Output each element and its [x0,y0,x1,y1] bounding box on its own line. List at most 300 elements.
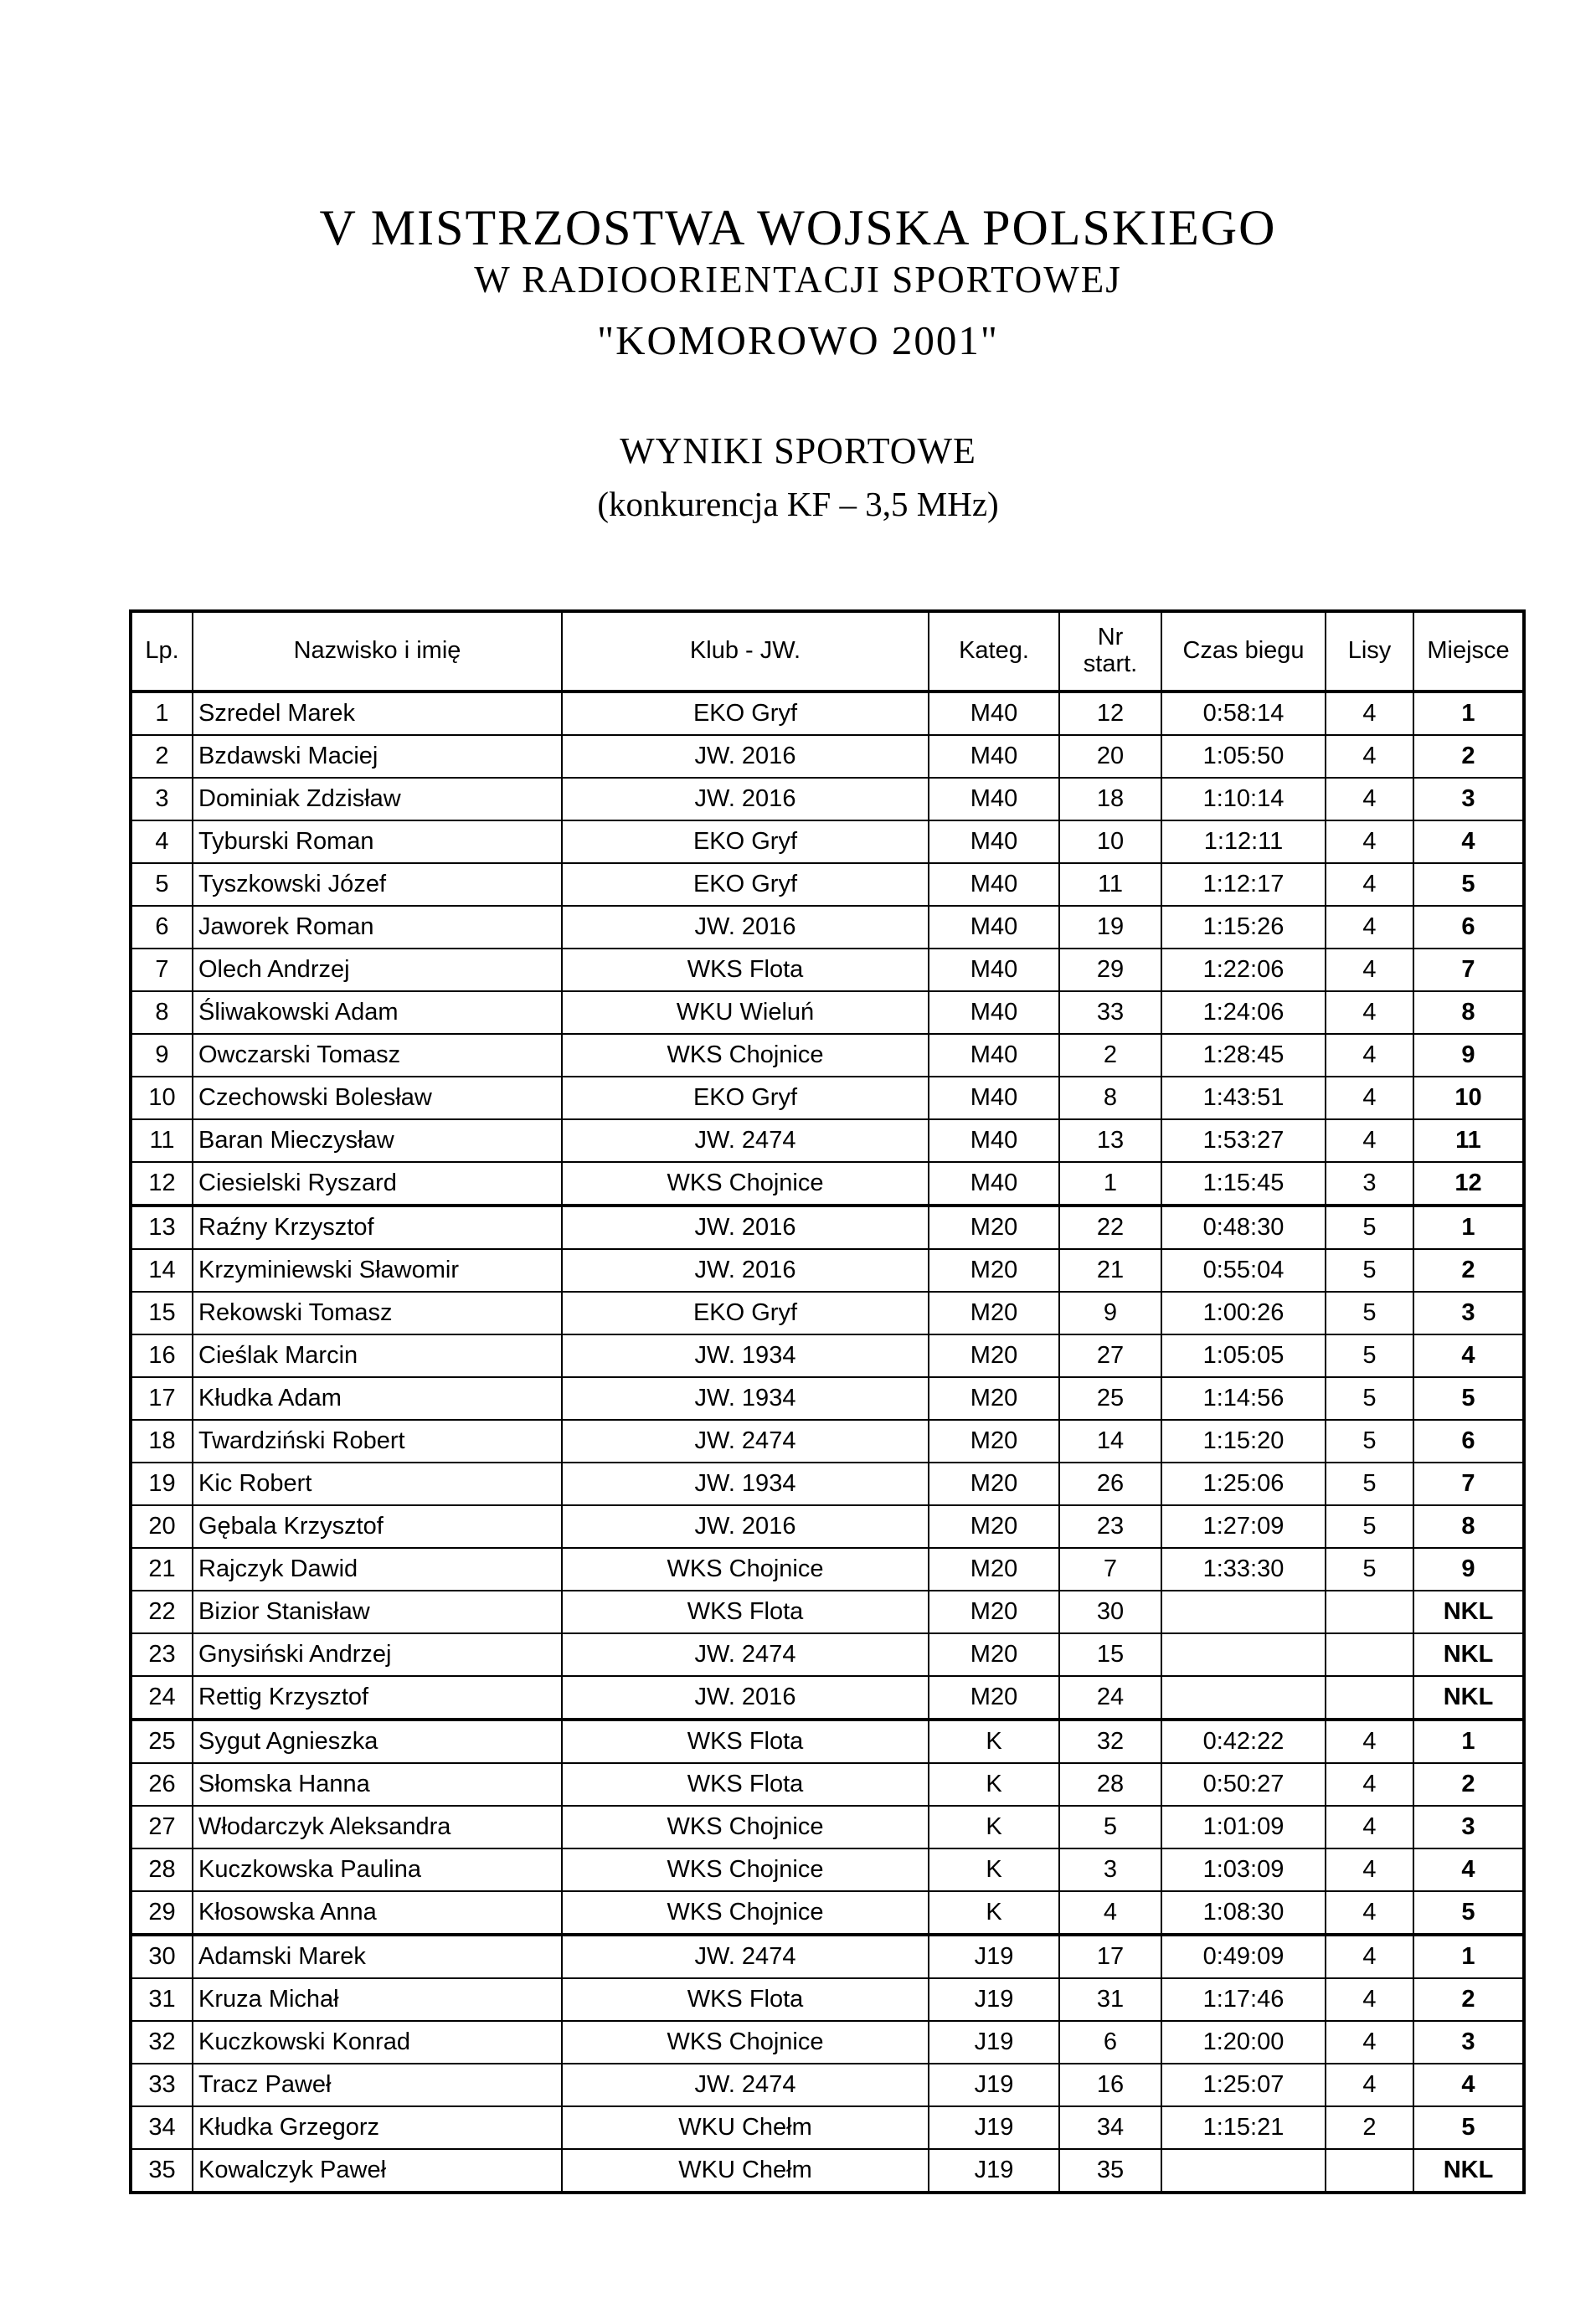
cell-lp: 19 [131,1463,193,1505]
cell-name: Kuczkowska Paulina [193,1848,562,1891]
cell-category: M20 [929,1420,1059,1463]
cell-lp: 9 [131,1034,193,1077]
cell-time: 1:24:06 [1161,991,1326,1034]
cell-category: M40 [929,991,1059,1034]
table-row [131,1978,1524,2021]
table-row [131,2064,1524,2106]
cell-place: 2 [1413,735,1524,778]
cell-place: 3 [1413,2021,1524,2064]
cell-category: M40 [929,820,1059,863]
cell-start-number: 1 [1059,1162,1161,1206]
cell-foxes: 4 [1326,991,1413,1034]
cell-start-number: 11 [1059,863,1161,906]
col-header-category: Kateg. [929,611,1059,692]
cell-name: Tracz Paweł [193,2064,562,2106]
cell-name: Jaworek Roman [193,906,562,949]
cell-club: EKO Gryf [562,1292,929,1334]
cell-name: Bizior Stanisław [193,1591,562,1633]
cell-category: J19 [929,2106,1059,2149]
cell-foxes: 2 [1326,2106,1413,2149]
cell-foxes: 5 [1326,1206,1413,1249]
table-row [131,1591,1524,1633]
cell-lp: 17 [131,1377,193,1420]
cell-foxes: 4 [1326,692,1413,735]
cell-foxes [1326,1633,1413,1676]
cell-lp: 22 [131,1591,193,1633]
cell-place: 5 [1413,1377,1524,1420]
cell-place: 3 [1413,778,1524,820]
cell-foxes [1326,1676,1413,1720]
cell-club: WKU Chełm [562,2106,929,2149]
cell-name: Kłudka Adam [193,1377,562,1420]
cell-lp: 30 [131,1935,193,1978]
table-row [131,1162,1524,1206]
cell-name: Ciesielski Ryszard [193,1162,562,1206]
cell-start-number: 24 [1059,1676,1161,1720]
table-row [131,949,1524,991]
cell-category: M40 [929,906,1059,949]
cell-name: Kuczkowski Konrad [193,2021,562,2064]
table-row [131,1420,1524,1463]
cell-time: 0:49:09 [1161,1935,1326,1978]
cell-club: WKS Chojnice [562,1891,929,1935]
cell-foxes: 5 [1326,1420,1413,1463]
cell-foxes: 4 [1326,820,1413,863]
title-line-3: "KOMOROWO 2001" [597,317,999,363]
cell-lp: 1 [131,692,193,735]
cell-club: EKO Gryf [562,820,929,863]
cell-category: M20 [929,1463,1059,1505]
cell-time: 1:05:50 [1161,735,1326,778]
cell-time: 1:01:09 [1161,1806,1326,1848]
cell-category: J19 [929,2021,1059,2064]
cell-lp: 15 [131,1292,193,1334]
cell-start-number: 18 [1059,778,1161,820]
cell-time: 1:22:06 [1161,949,1326,991]
cell-foxes: 5 [1326,1548,1413,1591]
cell-place: 8 [1413,991,1524,1034]
cell-club: JW. 2474 [562,1420,929,1463]
table-row [131,735,1524,778]
cell-lp: 18 [131,1420,193,1463]
cell-lp: 14 [131,1249,193,1292]
table-row [131,991,1524,1034]
cell-time [1161,1591,1326,1633]
cell-lp: 13 [131,1206,193,1249]
title-line-2: W RADIOORIENTACJI SPORTOWEJ [474,259,1122,301]
cell-lp: 21 [131,1548,193,1591]
cell-category: K [929,1848,1059,1891]
cell-name: Raźny Krzysztof [193,1206,562,1249]
cell-place: 4 [1413,1848,1524,1891]
cell-start-number: 13 [1059,1119,1161,1162]
cell-club: JW. 2016 [562,1505,929,1548]
col-header-place: Miejsce [1413,611,1524,692]
cell-place: 1 [1413,692,1524,735]
cell-category: M40 [929,692,1059,735]
cell-place: 5 [1413,2106,1524,2149]
cell-foxes: 4 [1326,1034,1413,1077]
title-line-1: V MISTRZOSTWA WOJSKA POLSKIEGO [319,200,1277,255]
cell-club: JW. 2016 [562,1676,929,1720]
cell-place: 4 [1413,1334,1524,1377]
cell-place: 10 [1413,1077,1524,1119]
cell-category: M20 [929,1676,1059,1720]
cell-place: NKL [1413,2149,1524,2193]
cell-foxes: 4 [1326,906,1413,949]
cell-time: 0:42:22 [1161,1720,1326,1763]
cell-start-number: 7 [1059,1548,1161,1591]
cell-club: WKS Chojnice [562,1548,929,1591]
cell-lp: 31 [131,1978,193,2021]
cell-club: JW. 2474 [562,1633,929,1676]
cell-name: Tyburski Roman [193,820,562,863]
cell-lp: 23 [131,1633,193,1676]
cell-time: 1:15:20 [1161,1420,1326,1463]
cell-lp: 27 [131,1806,193,1848]
cell-name: Baran Mieczysław [193,1119,562,1162]
table-header-row [131,611,1524,692]
cell-name: Kłudka Grzegorz [193,2106,562,2149]
cell-start-number: 32 [1059,1720,1161,1763]
cell-club: WKS Chojnice [562,1806,929,1848]
table-row [131,2149,1524,2193]
cell-place: 4 [1413,820,1524,863]
cell-start-number: 23 [1059,1505,1161,1548]
cell-place: 12 [1413,1162,1524,1206]
cell-time: 1:12:17 [1161,863,1326,906]
cell-club: JW. 2474 [562,2064,929,2106]
table-row [131,1633,1524,1676]
cell-time: 1:14:56 [1161,1377,1326,1420]
cell-category: M20 [929,1505,1059,1548]
table-row [131,1334,1524,1377]
cell-place: 4 [1413,2064,1524,2106]
cell-time: 1:33:30 [1161,1548,1326,1591]
cell-place: 5 [1413,1891,1524,1935]
cell-time: 1:25:07 [1161,2064,1326,2106]
cell-time [1161,2149,1326,2193]
cell-start-number: 6 [1059,2021,1161,2064]
cell-foxes: 5 [1326,1334,1413,1377]
cell-club: JW. 1934 [562,1334,929,1377]
cell-foxes: 5 [1326,1292,1413,1334]
cell-start-number: 30 [1059,1591,1161,1633]
cell-lp: 12 [131,1162,193,1206]
cell-club: JW. 2016 [562,778,929,820]
cell-place: 6 [1413,906,1524,949]
cell-foxes: 4 [1326,1848,1413,1891]
cell-club: JW. 2474 [562,1119,929,1162]
cell-time: 1:03:09 [1161,1848,1326,1891]
cell-foxes: 4 [1326,949,1413,991]
cell-lp: 28 [131,1848,193,1891]
cell-place: NKL [1413,1591,1524,1633]
cell-foxes: 4 [1326,1978,1413,2021]
cell-club: JW. 2016 [562,906,929,949]
table-row [131,692,1524,735]
cell-name: Cieślak Marcin [193,1334,562,1377]
cell-start-number: 34 [1059,2106,1161,2149]
cell-club: JW. 2016 [562,1249,929,1292]
cell-start-number: 17 [1059,1935,1161,1978]
cell-club: JW. 1934 [562,1377,929,1420]
cell-foxes: 4 [1326,1720,1413,1763]
cell-lp: 3 [131,778,193,820]
cell-name: Owczarski Tomasz [193,1034,562,1077]
cell-name: Tyszkowski Józef [193,863,562,906]
cell-time: 0:48:30 [1161,1206,1326,1249]
cell-start-number: 29 [1059,949,1161,991]
cell-time: 1:53:27 [1161,1119,1326,1162]
cell-place: 2 [1413,1249,1524,1292]
cell-start-number: 20 [1059,735,1161,778]
table-row [131,1720,1524,1763]
cell-lp: 8 [131,991,193,1034]
table-row [131,1206,1524,1249]
col-header-foxes: Lisy [1326,611,1413,692]
cell-name: Słomska Hanna [193,1763,562,1806]
cell-club: WKS Chojnice [562,1848,929,1891]
col-header-lp: Lp. [131,611,193,692]
cell-start-number: 15 [1059,1633,1161,1676]
cell-start-number: 25 [1059,1377,1161,1420]
cell-club: WKS Flota [562,1591,929,1633]
cell-lp: 32 [131,2021,193,2064]
cell-category: M20 [929,1591,1059,1633]
cell-category: M20 [929,1377,1059,1420]
cell-lp: 35 [131,2149,193,2193]
cell-start-number: 8 [1059,1077,1161,1119]
table-row [131,1891,1524,1935]
col-header-start-number [1059,611,1161,692]
cell-club: EKO Gryf [562,1077,929,1119]
cell-lp: 11 [131,1119,193,1162]
cell-place: NKL [1413,1633,1524,1676]
cell-start-number: 14 [1059,1420,1161,1463]
cell-category: M40 [929,949,1059,991]
cell-place: 3 [1413,1292,1524,1334]
cell-time: 1:28:45 [1161,1034,1326,1077]
table-row [131,1077,1524,1119]
cell-start-number: 16 [1059,2064,1161,2106]
cell-time: 1:17:46 [1161,1978,1326,2021]
table-row [131,778,1524,820]
cell-start-number: 2 [1059,1034,1161,1077]
cell-place: NKL [1413,1676,1524,1720]
cell-start-number: 26 [1059,1463,1161,1505]
cell-place: 6 [1413,1420,1524,1463]
cell-foxes: 4 [1326,735,1413,778]
table-row [131,1763,1524,1806]
cell-start-number: 28 [1059,1763,1161,1806]
cell-lp: 34 [131,2106,193,2149]
cell-start-number: 21 [1059,1249,1161,1292]
cell-start-number: 33 [1059,991,1161,1034]
cell-club: WKS Chojnice [562,2021,929,2064]
cell-time: 0:55:04 [1161,1249,1326,1292]
cell-category: J19 [929,1935,1059,1978]
cell-category: M20 [929,1548,1059,1591]
cell-name: Krzyminiewski Sławomir [193,1249,562,1292]
cell-club: EKO Gryf [562,692,929,735]
cell-category: M40 [929,735,1059,778]
cell-start-number: 35 [1059,2149,1161,2193]
table-row [131,1249,1524,1292]
table-row [131,1292,1524,1334]
cell-lp: 20 [131,1505,193,1548]
cell-place: 1 [1413,1720,1524,1763]
cell-time: 1:20:00 [1161,2021,1326,2064]
cell-foxes: 4 [1326,1119,1413,1162]
cell-category: M40 [929,863,1059,906]
cell-place: 9 [1413,1548,1524,1591]
cell-category: K [929,1763,1059,1806]
cell-start-number: 5 [1059,1806,1161,1848]
cell-lp: 7 [131,949,193,991]
cell-lp: 6 [131,906,193,949]
col-header-start-line2: start. [1083,650,1138,677]
cell-name: Śliwakowski Adam [193,991,562,1034]
cell-name: Olech Andrzej [193,949,562,991]
cell-name: Szredel Marek [193,692,562,735]
cell-start-number: 31 [1059,1978,1161,2021]
cell-time: 1:10:14 [1161,778,1326,820]
cell-start-number: 4 [1059,1891,1161,1935]
cell-club: WKS Chojnice [562,1034,929,1077]
cell-club: JW. 2016 [562,735,929,778]
table-row [131,1848,1524,1891]
cell-name: Rekowski Tomasz [193,1292,562,1334]
cell-lp: 2 [131,735,193,778]
cell-name: Dominiak Zdzisław [193,778,562,820]
cell-lp: 10 [131,1077,193,1119]
cell-club: WKS Chojnice [562,1162,929,1206]
cell-lp: 29 [131,1891,193,1935]
cell-time: 1:08:30 [1161,1891,1326,1935]
cell-place: 5 [1413,863,1524,906]
table-row [131,1676,1524,1720]
cell-start-number: 22 [1059,1206,1161,1249]
cell-time: 1:15:26 [1161,906,1326,949]
cell-name: Kowalczyk Paweł [193,2149,562,2193]
cell-place: 7 [1413,1463,1524,1505]
cell-place: 3 [1413,1806,1524,1848]
cell-name: Adamski Marek [193,1935,562,1978]
cell-category: J19 [929,1978,1059,2021]
cell-club: WKS Flota [562,1720,929,1763]
cell-time: 0:50:27 [1161,1763,1326,1806]
cell-time: 0:58:14 [1161,692,1326,735]
cell-name: Gębala Krzysztof [193,1505,562,1548]
cell-club: WKU Chełm [562,2149,929,2193]
cell-start-number: 9 [1059,1292,1161,1334]
cell-name: Bzdawski Maciej [193,735,562,778]
cell-name: Kruza Michał [193,1978,562,2021]
cell-category: M20 [929,1206,1059,1249]
results-table [129,609,1526,2194]
table-row [131,863,1524,906]
cell-start-number: 27 [1059,1334,1161,1377]
cell-foxes [1326,1591,1413,1633]
cell-club: JW. 1934 [562,1463,929,1505]
cell-start-number: 12 [1059,692,1161,735]
cell-place: 1 [1413,1206,1524,1249]
cell-category: M20 [929,1334,1059,1377]
cell-time: 1:15:45 [1161,1162,1326,1206]
cell-place: 11 [1413,1119,1524,1162]
cell-category: M20 [929,1249,1059,1292]
cell-time: 1:05:05 [1161,1334,1326,1377]
cell-category: K [929,1720,1059,1763]
table-row [131,820,1524,863]
cell-start-number: 19 [1059,906,1161,949]
cell-place: 8 [1413,1505,1524,1548]
cell-category: M40 [929,1034,1059,1077]
col-header-name: Nazwisko i imię [193,611,562,692]
cell-club: JW. 2474 [562,1935,929,1978]
table-row [131,1377,1524,1420]
cell-category: M40 [929,1119,1059,1162]
cell-start-number: 10 [1059,820,1161,863]
cell-category: J19 [929,2149,1059,2193]
cell-name: Twardziński Robert [193,1420,562,1463]
cell-category: M40 [929,1077,1059,1119]
cell-category: M20 [929,1633,1059,1676]
cell-club: WKS Flota [562,1763,929,1806]
col-header-time: Czas biegu [1161,611,1326,692]
cell-time [1161,1676,1326,1720]
cell-lp: 26 [131,1763,193,1806]
cell-category: M40 [929,1162,1059,1206]
table-row [131,1935,1524,1978]
cell-foxes [1326,2149,1413,2193]
cell-foxes: 5 [1326,1249,1413,1292]
cell-place: 9 [1413,1034,1524,1077]
table-row [131,2021,1524,2064]
cell-club: WKS Flota [562,949,929,991]
table-row [131,1119,1524,1162]
cell-name: Kic Robert [193,1463,562,1505]
col-header-start-line1: Nr [1097,624,1124,651]
cell-time: 1:12:11 [1161,820,1326,863]
cell-foxes: 5 [1326,1377,1413,1420]
cell-lp: 33 [131,2064,193,2106]
cell-time [1161,1633,1326,1676]
cell-name: Rajczyk Dawid [193,1548,562,1591]
cell-club: WKS Flota [562,1978,929,2021]
cell-lp: 24 [131,1676,193,1720]
table-row [131,1806,1524,1848]
cell-name: Sygut Agnieszka [193,1720,562,1763]
cell-place: 1 [1413,1935,1524,1978]
cell-name: Kłosowska Anna [193,1891,562,1935]
table-row [131,2106,1524,2149]
cell-category: K [929,1806,1059,1848]
cell-time: 1:43:51 [1161,1077,1326,1119]
cell-category: M40 [929,778,1059,820]
cell-foxes: 4 [1326,1935,1413,1978]
cell-foxes: 4 [1326,1891,1413,1935]
cell-category: M20 [929,1292,1059,1334]
cell-name: Czechowski Bolesław [193,1077,562,1119]
cell-foxes: 4 [1326,1763,1413,1806]
cell-foxes: 4 [1326,2021,1413,2064]
cell-lp: 4 [131,820,193,863]
subtitle: WYNIKI SPORTOWE [620,430,976,471]
cell-place: 7 [1413,949,1524,991]
table-row [131,906,1524,949]
